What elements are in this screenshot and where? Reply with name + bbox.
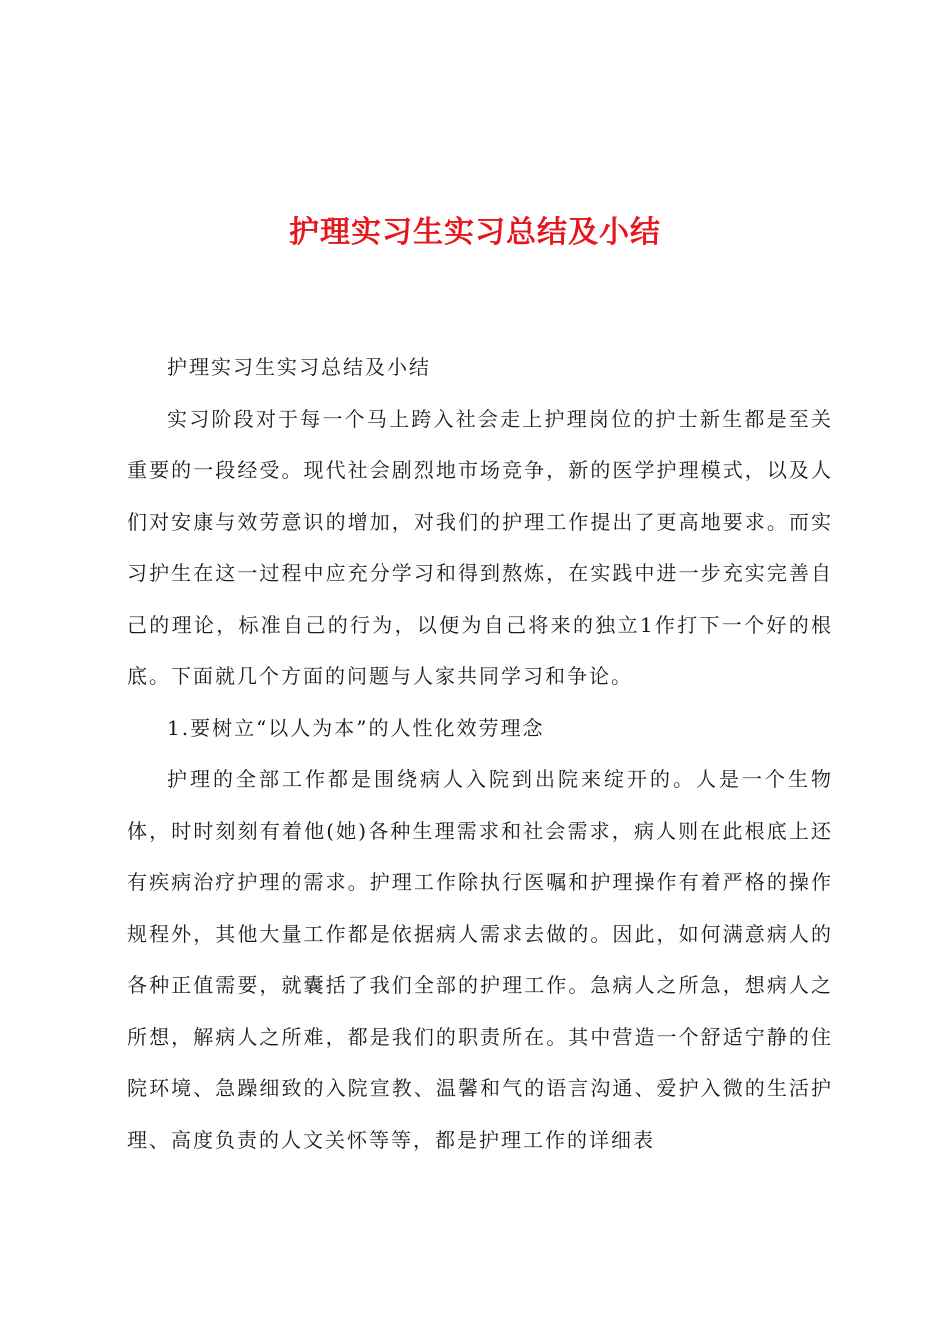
paragraph-intro: 实习阶段对于每一个马上跨入社会走上护理岗位的护士新生都是至关重要的一段经受。现代社会剧烈地市场竞争，新的医学护理模式，以及人们对安康与效劳意识的增加，对我们的护理工作提出了更高地要求。而实习护生在这一过程中应充分学习和得到熬炼，在实践中进一步充实完善自己的理论，标准自己的行为，以便为自己将来的独立1作打下一个好的根底。下面就几个方面的问题与人家共同学习和争论。 [127,406,833,688]
document-body [127,342,833,1166]
paragraph-subtitle: 护理实习生实习总结及小结 [167,355,431,379]
document-title: 护理实习生实习总结及小结 [289,215,661,250]
paragraph-section-1: 护理的全部工作都是围绕病人入院到出院来绽开的。人是一个生物体，时时刻刻有着他(她)各种生理需求和社会需求，病人则在此根底上还有疾病治疗护理的需求。护理工作除执行医嘱和护理操作有着严格的操作规程外，其他大量工作都是依据病人需求去做的。因此，如何满意病人的各种正值需要，就囊括了我们全部的护理工作。急病人之所急，想病人之所想，解病人之所难，都是我们的职责所在。其中营造一个舒适宁静的住院环境、急躁细致的入院宣教、温馨和气的语言沟通、爱护入微的生活护理、高度负责的人文关怀等等，都是护理工作的详细表 [127,767,833,1152]
section-heading-1: 1.要树立“以人为本”的人性化效劳理念 [167,715,545,740]
